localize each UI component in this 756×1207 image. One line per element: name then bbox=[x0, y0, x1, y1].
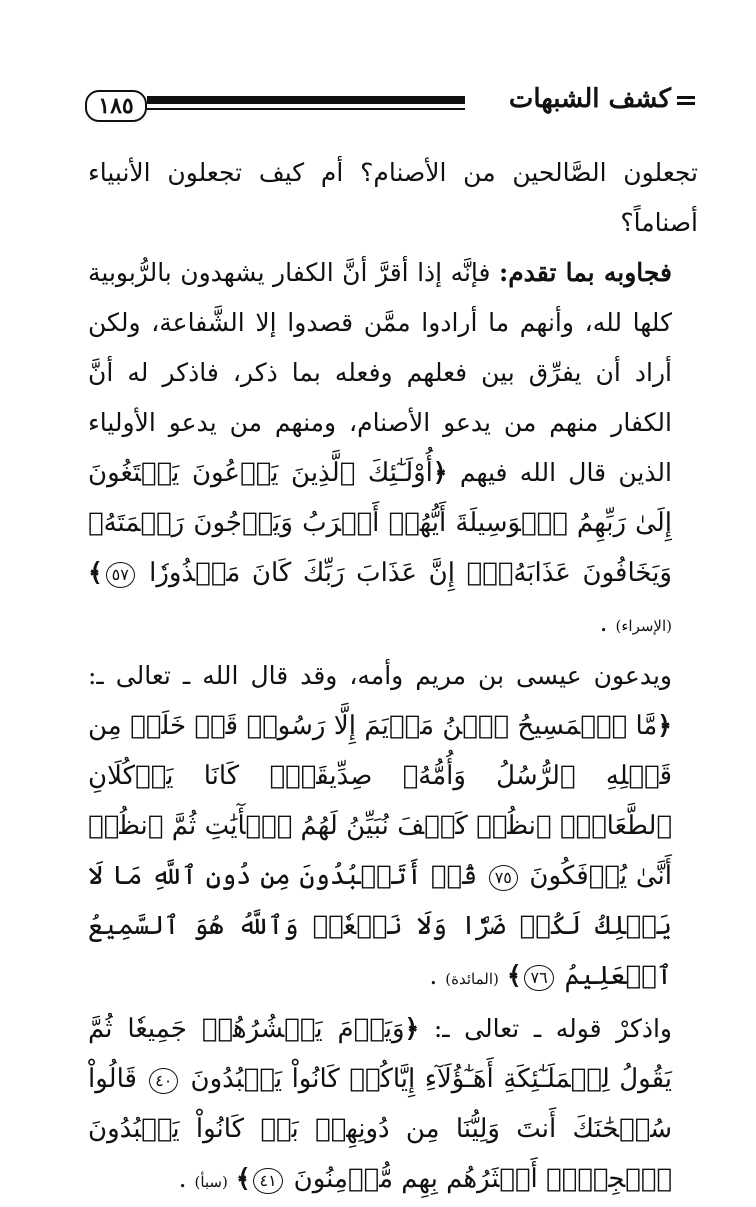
paragraph-lead: فجاوبه بما تقدم: bbox=[498, 258, 672, 287]
header-rule-thin bbox=[147, 108, 465, 110]
paragraph-2 bbox=[88, 248, 698, 651]
quran-close-bracket: ﴾ bbox=[506, 961, 522, 990]
surah-reference: (سبأ) bbox=[194, 1173, 228, 1191]
quran-open-bracket: ﴿ bbox=[432, 458, 448, 487]
quran-verse: أُوْلَـٰٓئِكَ ٱلَّذِينَ يَدۡعُونَ يَبۡتَغُونَ إِلَىٰ رَبِّهِمُ ٱلۡوَسِيلَةَ أَيُّهُمۡ أَقۡرَبُ وَيَرۡجُونَ رَحۡمَتَهُۥ وَيَخَافُونَ عَذَابَهُۥٓۚ إِنَّ عَذَابَ رَبِّكَ كَانَ مَحۡذُورٗا bbox=[88, 458, 672, 588]
page-header bbox=[85, 84, 695, 124]
quran-close-bracket: ﴾ bbox=[235, 1164, 251, 1193]
ayah-number: ٤٠ bbox=[149, 1068, 178, 1094]
quran-verse-2: قَالُواْ سُبۡحَٰنَكَ أَنتَ وَلِيُّنَا مِن دُونِهِمۖ بَلۡ كَانُواْ يَعۡبُدُونَ ٱلۡجِنَّۖ أَكۡثَرُهُم بِهِم مُّؤۡمِنُونَ bbox=[88, 1064, 672, 1194]
sentence-end: . bbox=[429, 961, 438, 990]
page-number: ١٨٥ bbox=[85, 90, 147, 122]
quran-open-bracket: ﴿ bbox=[657, 711, 672, 740]
quran-verse: مَّا ٱلۡمَسِيحُ ٱبۡنُ مَرۡيَمَ إِلَّا رَسُولٞ قَدۡ خَلَتۡ مِن قَبۡلِهِ ٱلرُّسُلُ وَأُمُّهُۥ صِدِّيقَةٞۖ كَانَا يَأۡكُلَانِ ٱلطَّعَامَۗ ٱنظُرۡ كَيۡفَ نُبَيِّنُ لَهُمُ ٱلۡأٓيَٰتِ ثُمَّ ٱنظُرۡ أَنَّىٰ يُؤۡفَكُونَ bbox=[88, 711, 672, 891]
header-rule-thick bbox=[147, 96, 465, 104]
paragraph-4 bbox=[88, 1004, 698, 1207]
paragraph-text: ويدعون عيسى بن مريم وأمه، وقد قال الله ـ تعالى ـ: bbox=[88, 661, 672, 690]
surah-reference: (الإسراء) bbox=[615, 617, 672, 635]
ayah-number-2: ٤١ bbox=[253, 1168, 282, 1194]
running-title: كشف الشبهات bbox=[508, 84, 671, 114]
header-ornament bbox=[677, 96, 695, 99]
paragraph-text: فإنَّه إذا أقرَّ أنَّ الكفار يشهدون بالرُّبوبية كلها لله، وأنهم ما أرادوا ممَّن قصدوا إلا الشَّفاعة، ولكن أراد أن يفرِّق بين فعلهم وفعله بما ذكر، فاذكر له أنَّ الكفار منهم من يدعو الأصنام، ومنهم من يدعو الأولياء الذين قال الله فيهم bbox=[88, 258, 672, 487]
quran-close-bracket: ﴾ bbox=[88, 558, 103, 587]
paragraph-text: تجعلون الصَّالحين من الأصنام؟ أم كيف تجعلون الأنبياء أصناماً؟ bbox=[88, 158, 698, 237]
ayah-number-2: ٧٦ bbox=[524, 965, 553, 991]
surah-reference: (المائدة) bbox=[445, 970, 499, 988]
ayah-number: ٧٥ bbox=[489, 865, 518, 891]
quran-open-bracket: ﴿ bbox=[404, 1014, 420, 1043]
quran-verse: وَيَوۡمَ يَحۡشُرُهُمۡ جَمِيعٗا ثُمَّ يَقُولُ لِلۡمَلَـٰٓئِكَةِ أَهَـٰٓؤُلَآءِ إِيَّاكُمۡ كَانُواْ يَعۡبُدُونَ bbox=[88, 1014, 672, 1094]
paragraph-text: واذكرْ قوله ـ تعالى ـ: bbox=[433, 1014, 673, 1043]
quran-verse-2: قُلۡ أَتَعۡبُدُونَ مِن دُونِ ٱللَّهِ مَا لَا يَمۡلِكُ لَكُمۡ ضَرّٗا وَلَا نَفۡعٗاۚ وَٱللَّهُ هُوَ ٱلسَّمِيعُ ٱلۡعَلِيمُ bbox=[88, 861, 672, 991]
paragraph-3 bbox=[88, 651, 698, 1004]
page-body bbox=[88, 148, 698, 1207]
sentence-end: . bbox=[599, 608, 608, 637]
sentence-end: . bbox=[178, 1164, 187, 1193]
ayah-number: ٥٧ bbox=[106, 562, 135, 588]
paragraph-1 bbox=[88, 148, 698, 248]
